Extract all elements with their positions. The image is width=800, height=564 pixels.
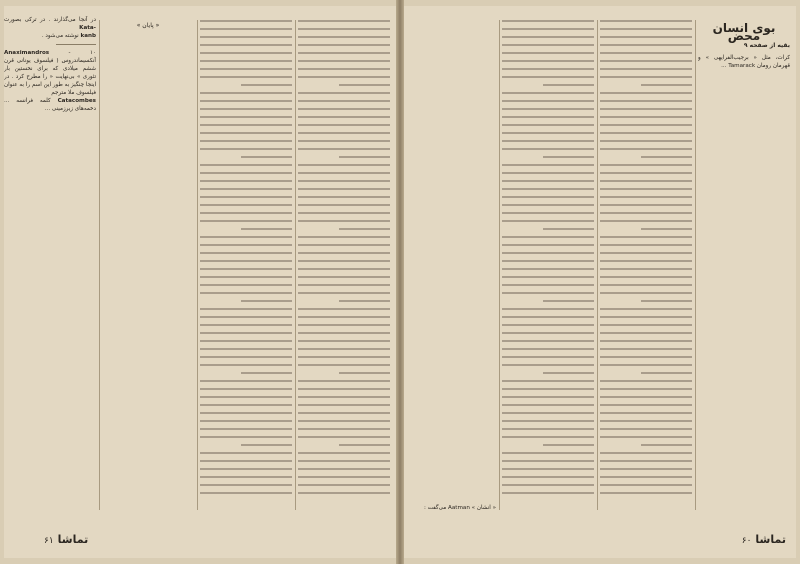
footnotes-column (4, 16, 96, 556)
article-title: بوی انسان محض (712, 21, 776, 43)
end-mark: « پایان » (136, 22, 160, 29)
text-line (600, 232, 692, 238)
text-line (241, 296, 292, 302)
text-line (502, 216, 594, 222)
text-line (200, 200, 292, 206)
text-line (600, 344, 692, 350)
text-line (298, 128, 390, 134)
text-line (298, 200, 390, 206)
text-line (600, 456, 692, 462)
text-line (200, 128, 292, 134)
text-line (600, 160, 692, 166)
text-line (502, 384, 594, 390)
text-line (502, 72, 594, 78)
text-line (502, 376, 594, 382)
text-line (200, 96, 292, 102)
text-line (298, 416, 390, 422)
text-line (502, 392, 594, 398)
text-line (600, 96, 692, 102)
text-line (339, 80, 390, 86)
text-line (600, 128, 692, 134)
text-line (502, 432, 594, 438)
text-line (200, 64, 292, 70)
text-line (600, 416, 692, 422)
text-line (502, 48, 594, 54)
text-line (200, 208, 292, 214)
text-line (200, 120, 292, 126)
text-line (600, 328, 692, 334)
text-line (200, 32, 292, 38)
text-line (600, 120, 692, 126)
text-line (298, 88, 390, 94)
text-line (600, 336, 692, 342)
text-line (502, 320, 594, 326)
text-line (200, 112, 292, 118)
magazine-logo: تماشا (57, 533, 89, 546)
text-line (339, 152, 390, 158)
article-body: کرات، مثل « برجیب‌الفرایهی » و قهرمان رومان Tamarack ... (698, 55, 790, 69)
text-line (641, 224, 692, 230)
text-line (200, 104, 292, 110)
text-line (298, 360, 390, 366)
text-line (200, 240, 292, 246)
text-line (298, 144, 390, 150)
text-line (200, 376, 292, 382)
column-divider (99, 20, 100, 510)
text-line (502, 264, 594, 270)
text-line (298, 192, 390, 198)
text-line (200, 56, 292, 62)
text-line (200, 136, 292, 142)
text-line (502, 336, 594, 342)
text-line (298, 208, 390, 214)
text-line (200, 456, 292, 462)
text-line (502, 352, 594, 358)
footnote: ۱۰ - Anaximandros آنکسیماندروس ( فیلسوف یونانی قرن ششم میلادی که برای نخستین بار تئوری » بی‌نهایت « را مطرح کرد . در اینجا چنگیز به طور این اسم را به عنوان فیلسوف ملا مترجم (4, 50, 96, 96)
text-line (502, 248, 594, 254)
text-line (298, 384, 390, 390)
text-line (543, 296, 594, 302)
text-line (339, 440, 390, 446)
text-line (298, 400, 390, 406)
text-line (502, 184, 594, 190)
text-line (600, 448, 692, 454)
text-line (600, 32, 692, 38)
text-line (502, 128, 594, 134)
text-line (502, 16, 594, 22)
text-line (641, 368, 692, 374)
text-line (502, 104, 594, 110)
text-line (339, 368, 390, 374)
text-line (298, 320, 390, 326)
text-line (241, 440, 292, 446)
text-line (502, 192, 594, 198)
text-line (600, 424, 692, 430)
text-line (298, 304, 390, 310)
closing-line: « انشان » Aatman می‌گفت : (423, 505, 496, 511)
text-line (600, 16, 692, 22)
text-line (200, 392, 292, 398)
text-line (200, 416, 292, 422)
text-line (200, 432, 292, 438)
page-number: ۶۰ (741, 536, 752, 546)
text-line (600, 56, 692, 62)
text-line (600, 432, 692, 438)
text-line (502, 312, 594, 318)
text-line (298, 176, 390, 182)
text-line (641, 296, 692, 302)
text-line (200, 304, 292, 310)
page-left (4, 6, 396, 558)
text-line (298, 464, 390, 470)
text-line (641, 152, 692, 158)
text-line (600, 472, 692, 478)
text-line (502, 488, 594, 494)
page-number: ۶۱ (44, 536, 54, 546)
text-line (200, 272, 292, 278)
text-line (200, 488, 292, 494)
text-line (600, 208, 692, 214)
text-line (502, 208, 594, 214)
article-continuation: بقیه از صفحه ۹ (743, 42, 790, 49)
text-line (200, 144, 292, 150)
text-line (298, 256, 390, 262)
text-line (200, 408, 292, 414)
text-line (641, 440, 692, 446)
text-line (200, 160, 292, 166)
text-line (600, 192, 692, 198)
text-line (502, 32, 594, 38)
text-line (241, 368, 292, 374)
text-line (543, 440, 594, 446)
text-line (298, 312, 390, 318)
text-line (200, 336, 292, 342)
text-line (600, 104, 692, 110)
footnote: Catacombes کلمه فرانسه ... دخمه‌های زیرزمینی ... (4, 98, 96, 112)
text-line (200, 40, 292, 46)
text-line (200, 344, 292, 350)
text-line (200, 72, 292, 78)
text-line (502, 472, 594, 478)
text-line (502, 200, 594, 206)
text-line (200, 16, 292, 22)
column-right-4 (404, 16, 496, 516)
text-line (200, 184, 292, 190)
text-line (502, 120, 594, 126)
text-line (502, 64, 594, 70)
text-line (600, 384, 692, 390)
text-line (502, 56, 594, 62)
text-line (298, 456, 390, 462)
text-line (502, 408, 594, 414)
text-line (502, 272, 594, 278)
text-line (600, 408, 692, 414)
text-line (339, 296, 390, 302)
text-line (298, 48, 390, 54)
text-line (502, 176, 594, 182)
column-right-3 (502, 16, 594, 516)
text-line (298, 288, 390, 294)
text-line (200, 248, 292, 254)
text-line (200, 264, 292, 270)
text-line (298, 472, 390, 478)
text-line (641, 80, 692, 86)
text-line (502, 456, 594, 462)
text-line (600, 360, 692, 366)
text-line (200, 328, 292, 334)
column-divider (295, 20, 296, 510)
text-line (502, 40, 594, 46)
text-line (502, 416, 594, 422)
text-line (200, 176, 292, 182)
text-line (241, 224, 292, 230)
page-right (404, 6, 796, 558)
text-line (600, 64, 692, 70)
text-line (600, 264, 692, 270)
column-divider (695, 20, 696, 510)
text-line (298, 56, 390, 62)
text-line (502, 328, 594, 334)
text-line (600, 480, 692, 486)
text-line (200, 320, 292, 326)
text-line (200, 472, 292, 478)
text-line (200, 232, 292, 238)
text-line (600, 144, 692, 150)
text-line (298, 352, 390, 358)
text-line (502, 288, 594, 294)
text-line (298, 240, 390, 246)
text-line (502, 160, 594, 166)
text-line (200, 352, 292, 358)
text-line (298, 432, 390, 438)
page-footer-right (742, 533, 786, 546)
text-line (200, 312, 292, 318)
footnote-separator (56, 44, 96, 45)
text-line (298, 160, 390, 166)
text-line (200, 464, 292, 470)
text-line (298, 216, 390, 222)
text-line (200, 24, 292, 30)
text-line (298, 376, 390, 382)
text-line (600, 168, 692, 174)
text-line (200, 256, 292, 262)
text-line (502, 344, 594, 350)
footnote: kanb نوشته می‌شود . (41, 33, 96, 39)
text-line (200, 48, 292, 54)
text-line (600, 400, 692, 406)
text-line (200, 400, 292, 406)
text-line (200, 480, 292, 486)
text-line (298, 264, 390, 270)
text-line (298, 184, 390, 190)
text-line (298, 448, 390, 454)
text-line (298, 488, 390, 494)
text-line (600, 272, 692, 278)
text-line (298, 272, 390, 278)
text-line (200, 424, 292, 430)
text-line (502, 280, 594, 286)
column-left-3 (102, 16, 194, 516)
text-line (502, 400, 594, 406)
column-left-2 (200, 16, 292, 516)
text-line (600, 24, 692, 30)
text-line (298, 392, 390, 398)
text-line (502, 480, 594, 486)
text-line (200, 88, 292, 94)
text-line (600, 248, 692, 254)
text-line (502, 144, 594, 150)
text-line (298, 168, 390, 174)
text-line (241, 80, 292, 86)
text-line (298, 32, 390, 38)
text-line (298, 96, 390, 102)
text-line (502, 448, 594, 454)
text-line (298, 232, 390, 238)
text-line (298, 248, 390, 254)
text-line (600, 184, 692, 190)
text-line (298, 64, 390, 70)
text-line (600, 392, 692, 398)
text-line (502, 240, 594, 246)
text-line (543, 368, 594, 374)
book-gutter (396, 0, 404, 564)
text-line (600, 376, 692, 382)
column-right-1 (698, 16, 790, 516)
text-line (200, 216, 292, 222)
page-footer-left (44, 533, 88, 546)
column-divider (597, 20, 598, 510)
text-line (339, 224, 390, 230)
text-line (502, 24, 594, 30)
text-line (600, 312, 692, 318)
text-line (502, 136, 594, 142)
text-line (502, 256, 594, 262)
text-line (600, 280, 692, 286)
text-line (600, 200, 692, 206)
text-line (298, 424, 390, 430)
text-line (600, 48, 692, 54)
text-line (298, 408, 390, 414)
text-line (298, 40, 390, 46)
text-line (600, 112, 692, 118)
text-line (298, 280, 390, 286)
text-line (200, 448, 292, 454)
text-line (502, 232, 594, 238)
text-line (502, 304, 594, 310)
text-line (600, 288, 692, 294)
magazine-logo: تماشا (755, 533, 786, 546)
column-right-2 (600, 16, 692, 516)
text-line (502, 112, 594, 118)
text-line (298, 336, 390, 342)
text-line (502, 168, 594, 174)
text-line (241, 152, 292, 158)
text-line (298, 344, 390, 350)
text-line (200, 384, 292, 390)
text-line (200, 288, 292, 294)
text-line (600, 464, 692, 470)
text-line (600, 40, 692, 46)
text-line (600, 320, 692, 326)
column-divider (499, 20, 500, 510)
text-line (600, 488, 692, 494)
text-line (600, 256, 692, 262)
text-line (502, 96, 594, 102)
text-line (200, 360, 292, 366)
text-line (298, 328, 390, 334)
text-line (600, 216, 692, 222)
text-line (502, 464, 594, 470)
text-line (543, 80, 594, 86)
text-line (600, 240, 692, 246)
text-line (200, 168, 292, 174)
text-line (298, 136, 390, 142)
text-line (298, 24, 390, 30)
text-line (298, 112, 390, 118)
text-line (600, 136, 692, 142)
text-line (298, 16, 390, 22)
text-line (298, 104, 390, 110)
text-line (600, 88, 692, 94)
text-line (200, 280, 292, 286)
text-line (502, 88, 594, 94)
text-line (600, 304, 692, 310)
footnote: در آنجا می‌گذارند . در ترکی بصورت Kata- (4, 17, 96, 31)
column-left-1 (298, 16, 390, 516)
column-divider (197, 20, 198, 510)
text-line (502, 424, 594, 430)
text-line (298, 120, 390, 126)
text-line (298, 72, 390, 78)
text-line (200, 192, 292, 198)
text-line (543, 224, 594, 230)
text-line (543, 152, 594, 158)
text-line (600, 72, 692, 78)
text-line (502, 360, 594, 366)
text-line (298, 480, 390, 486)
text-line (600, 352, 692, 358)
text-line (600, 176, 692, 182)
